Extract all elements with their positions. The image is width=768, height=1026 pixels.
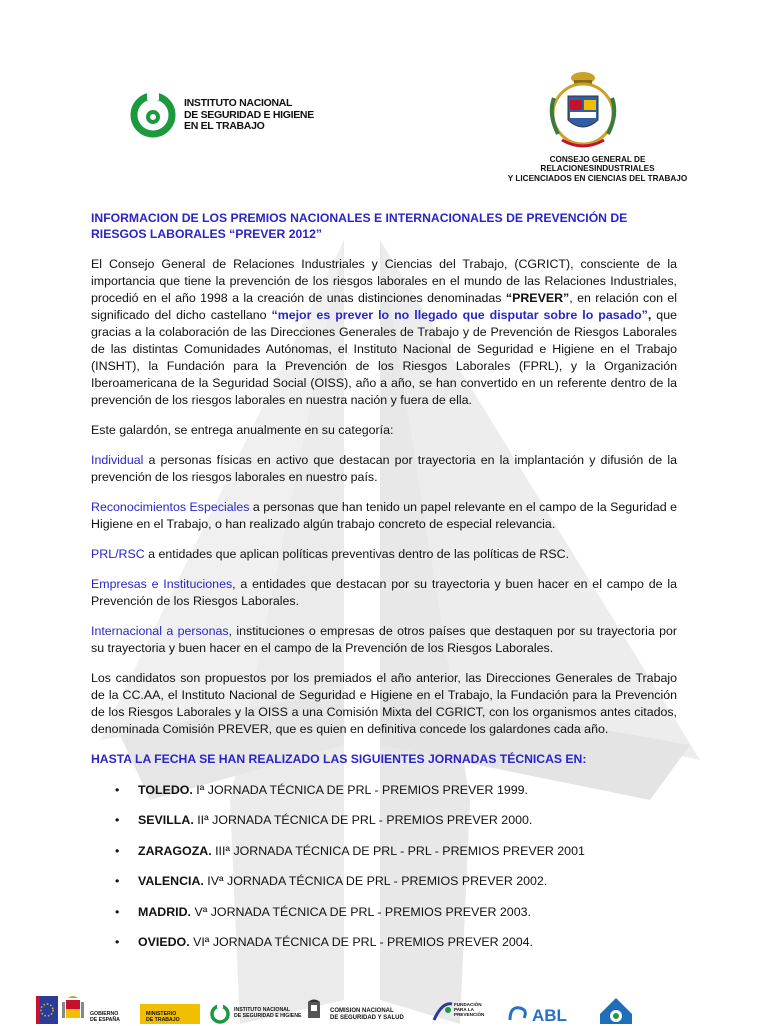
fundacion-line-1: FUNDACIÓN <box>454 1002 482 1007</box>
bullet-icon: • <box>115 813 120 828</box>
category-empresas <box>91 576 677 610</box>
category-description: , instituciones o empresas de otros países que destaquen por su trayectoria por su trayectoria y buen hacer en el campo de la Prevención de los Riesgos Laborales. <box>91 624 677 655</box>
ministry-line-2: DE TRABAJO <box>146 1016 180 1023</box>
document-title: INFORMACION DE LOS PREMIOS NACIONALES E INTERNACIONALES DE PREVENCIÓN DE RIESGOS LABORALES “PREVER 2012” <box>91 211 628 241</box>
fundacion-line-2: PARA LA <box>454 1007 474 1012</box>
event-description: IVª JORNADA TÉCNICA DE PRL - PREMIOS PREVER 2002. <box>203 874 548 889</box>
insht-logo <box>128 90 328 144</box>
comision-emblem-icon <box>302 996 326 1024</box>
ministry-text <box>146 1012 180 1023</box>
bullet-icon: • <box>115 874 120 889</box>
category-intro: Este galardón, se entrega anualmente en su categoría: <box>91 423 394 437</box>
event-city: SEVILLA. <box>138 813 194 828</box>
bullet-icon: • <box>115 934 120 949</box>
event-city: TOLEDO. <box>138 783 193 797</box>
intro-text-3: que gracias a la colaboración de las Direcciones Generales de Trabajo y de Prevención de Riesgos Laborales de las distintas Comunidades Autónomas, el Instituto Nacional de Seguridad e Higiene en el Trabajo (INSHT), la Fundación para la Prevención de los Riesgos Laborales (FPRL), y la Organización Iberoamericana de la Seguridad Social (OISS), año a año, se han convertido en un referente dentro de la prevención de los riesgos laborales en nuestra nación y fuera de ella. <box>91 308 677 407</box>
event-city: VALENCIA. <box>138 874 204 889</box>
list-item <box>91 904 677 934</box>
comision-line-2: DE SEGURIDAD Y SALUD <box>330 1015 404 1021</box>
council-line-1: CONSEJO GENERAL DE <box>549 155 646 164</box>
category-reconocimientos <box>91 499 677 533</box>
event-description: IIª JORNADA TÉCNICA DE PRL - PREMIOS PREVER 2000. <box>193 813 533 828</box>
council-line-3: Y LICENCIADOS EN CIENCIAS DEL TRABAJO <box>507 173 688 183</box>
spain-coat-of-arms-icon <box>60 996 86 1024</box>
fundacion-swoosh-icon <box>432 996 454 1024</box>
prever-term: “PREVER” <box>505 291 570 305</box>
category-name: PRL/RSC <box>91 547 145 561</box>
bullet-icon: • <box>115 843 120 858</box>
council-name <box>500 155 695 183</box>
category-name: Internacional a personas <box>91 624 229 638</box>
castilian-saying: “mejor es prever lo no llegado que disputar sobre lo pasado” <box>271 308 648 322</box>
insht-line-3: EN EL TRABAJO <box>184 120 265 132</box>
category-description: , a entidades que destacan por su trayectoria y buen hacer en el campo de la Prevención de los Riesgos Laborales. <box>91 577 677 608</box>
category-name: Individual <box>91 453 144 467</box>
intro-text-2: , en relación con el significado del dicho castellano <box>91 291 677 322</box>
government-line-1: GOBIERNO <box>90 1011 119 1017</box>
insht-small-line-1: INSTITUTO NACIONAL <box>234 1007 291 1013</box>
abl-text: ABL <box>532 1006 567 1025</box>
bullet-icon: • <box>115 904 120 919</box>
candidates-paragraph: Los candidatos son propuestos por los premiados el año anterior, las Direcciones Generales de Trabajo de la CC.AA, el Instituto Nacional de Seguridad e Higiene en el Trabajo, la Fundación para la Prevención de los Riesgos Laborales y la OISS a una Comisión Mixta del CGRICT, con los organismos antes citados, denominada Comisión PREVER, que es quien en definitiva concede los galardones cada año. <box>91 671 677 736</box>
category-internacional <box>91 623 677 657</box>
comision-line-1: COMISION NACIONAL <box>330 1008 394 1014</box>
event-description: VIª JORNADA TÉCNICA DE PRL - PREMIOS PREVER 2004. <box>189 934 534 949</box>
document-body <box>91 210 677 964</box>
category-individual <box>91 452 677 486</box>
event-city: MADRID. <box>138 904 191 919</box>
list-item <box>91 812 677 842</box>
abl-swirl-icon <box>506 996 532 1024</box>
fundacion-text <box>454 1002 484 1017</box>
category-description: a entidades que aplican políticas preventivas dentro de las políticas de RSC. <box>144 547 570 561</box>
insht-logo-text <box>184 98 334 133</box>
event-city: ZARAGOZA. <box>138 843 212 858</box>
insht-line-1: INSTITUTO NACIONAL <box>184 97 293 109</box>
event-description: IIIª JORNADA TÉCNICA DE PRL - PRL - PREMIOS PREVER 2001 <box>211 843 585 858</box>
event-description: Iª JORNADA TÉCNICA DE PRL - PREMIOS PREVER 1999. <box>192 783 528 797</box>
insht-small-text <box>234 1008 301 1019</box>
bullet-icon: • <box>115 783 120 797</box>
government-text <box>90 1012 120 1023</box>
sponsor-logos-footer <box>0 996 768 1024</box>
events-subheading: HASTA LA FECHA SE HAN REALIZADO LAS SIGUIENTES JORNADAS TÉCNICAS EN: <box>91 752 587 766</box>
event-description: Vª JORNADA TÉCNICA DE PRL - PREMIOS PREVER 2003. <box>191 904 531 919</box>
category-name: Empresas e Instituciones <box>91 577 233 591</box>
list-item <box>91 843 677 873</box>
comision-text <box>330 1008 404 1022</box>
government-line-2: DE ESPAÑA <box>90 1016 120 1023</box>
event-city: OVIEDO. <box>138 934 190 949</box>
category-description: a personas físicas en activo que destacan por trayectoria en la implantación y difusión de la prevención de los riesgos laborales en nuestro país. <box>91 453 677 484</box>
intro-comma: , <box>647 308 652 322</box>
category-description: a personas que han tenido un papel relevante en el campo de la Seguridad e Higiene en el Trabajo, o han realizado algún trabajo concreto de especial relevancia. <box>91 500 677 531</box>
category-prl-rsc <box>91 546 677 563</box>
list-item <box>91 873 677 903</box>
list-item <box>91 782 677 812</box>
blue-house-logo-icon <box>598 996 634 1024</box>
list-item <box>91 934 677 964</box>
council-crest-icon <box>548 68 618 152</box>
category-name: Reconocimientos Especiales <box>91 500 250 514</box>
letterhead <box>0 0 768 200</box>
insht-small-line-2: DE SEGURIDAD E HIGIENE <box>234 1012 302 1019</box>
insht-small-logo-icon <box>208 996 232 1024</box>
fundacion-line-3: PREVENCIÓN <box>454 1012 485 1017</box>
events-list <box>91 782 677 964</box>
insht-line-2: DE SEGURIDAD E HIGIENE <box>184 108 314 121</box>
insht-ring-icon <box>128 90 178 140</box>
council-line-2: RELACIONESINDUSTRIALES <box>540 164 655 174</box>
intro-text-1: El Consejo General de Relaciones Industriales y Ciencias del Trabajo, (CGRICT), consciente de la importancia que tiene la prevención de los riesgos laborales en el mundo de las Relaciones Industriales, procedió en el año 1998 a la creación de unas distinciones denominadas <box>91 257 677 305</box>
intro-paragraph <box>91 256 677 409</box>
ministry-line-1: MINISTERIO <box>146 1011 177 1017</box>
eu-flag-icon <box>36 996 58 1024</box>
